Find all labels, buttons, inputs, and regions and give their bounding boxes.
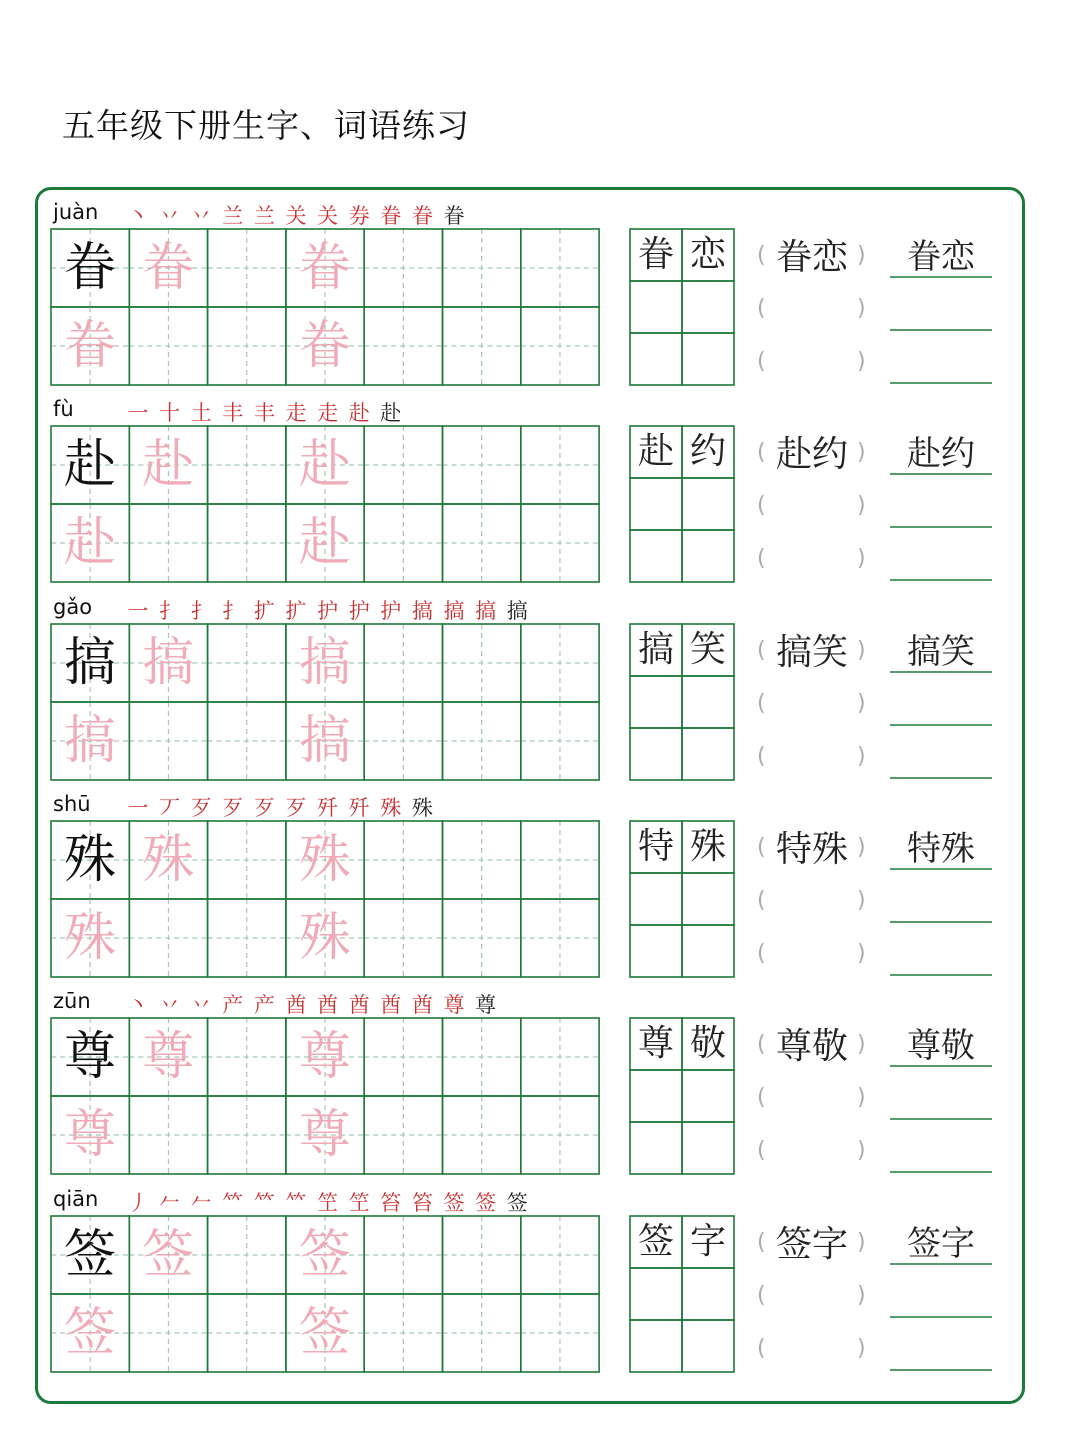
word-cell — [630, 1070, 682, 1122]
right-paren: ) — [857, 349, 866, 374]
stroke-step: 签 — [475, 1191, 497, 1215]
word-cell — [630, 281, 682, 333]
right-paren: ) — [857, 1230, 866, 1255]
left-paren: ( — [757, 1283, 766, 1308]
word-cell — [682, 1320, 734, 1372]
word-cell — [682, 333, 734, 385]
word-cell — [630, 1122, 682, 1174]
stroke-step: 扩 — [253, 599, 275, 623]
stroke-step: 关 — [285, 204, 307, 228]
word-cell — [682, 676, 734, 728]
left-paren: ( — [757, 691, 766, 716]
grid-cell — [364, 229, 442, 307]
grid-cell — [364, 504, 442, 582]
word-cell — [682, 478, 734, 530]
grid-cell — [521, 702, 599, 780]
left-paren: ( — [757, 1138, 766, 1163]
word-box-char: 殊 — [689, 826, 726, 867]
stroke-step: 眷 — [380, 204, 402, 228]
stroke-step: 土 — [190, 401, 212, 425]
trace-char: 尊 — [142, 1027, 195, 1087]
lined-word: 眷恋 — [907, 237, 975, 277]
grid-cell — [521, 229, 599, 307]
stroke-step: 兰 — [253, 204, 275, 228]
left-paren: ( — [757, 243, 766, 268]
stroke-step: 𥫗 — [222, 1191, 244, 1215]
grid-cell — [443, 702, 521, 780]
word-cell — [630, 530, 682, 582]
paren-word: 搞笑 — [775, 632, 848, 673]
right-paren: ) — [857, 243, 866, 268]
word-cell — [630, 728, 682, 780]
trace-char: 搞 — [298, 633, 351, 693]
grid-cell — [129, 307, 207, 385]
word-box-char: 眷 — [637, 234, 674, 275]
grid-cell — [443, 899, 521, 977]
stroke-step: 丆 — [159, 796, 181, 820]
left-paren: ( — [757, 349, 766, 374]
stroke-step: 酋 — [348, 993, 370, 1017]
trace-char: 尊 — [63, 1105, 116, 1165]
stroke-step: 笞 — [380, 1191, 402, 1215]
right-paren: ) — [857, 1283, 866, 1308]
grid-cell — [129, 702, 207, 780]
grid-cell — [521, 899, 599, 977]
word-cell — [630, 1268, 682, 1320]
grid-cell — [364, 1096, 442, 1174]
pinyin-label: qiān — [53, 1187, 99, 1211]
grid-cell — [208, 624, 286, 702]
model-char: 殊 — [63, 830, 116, 890]
word-box-char: 特 — [637, 826, 674, 867]
paren-word: 赴约 — [775, 434, 848, 475]
lined-word: 签字 — [907, 1224, 975, 1264]
paren-word: 签字 — [775, 1224, 848, 1265]
trace-char: 赴 — [298, 513, 351, 573]
stroke-step: 丷 — [159, 993, 181, 1017]
model-char: 眷 — [63, 238, 116, 298]
stroke-step: 走 — [285, 401, 307, 425]
trace-char: 搞 — [142, 633, 195, 693]
model-char: 尊 — [63, 1027, 116, 1087]
grid-cell — [521, 307, 599, 385]
trace-char: 签 — [298, 1225, 351, 1285]
char-section — [0, 785, 1080, 982]
grid-cell — [129, 899, 207, 977]
stroke-step: 一 — [127, 401, 149, 425]
stroke-step: 眷 — [411, 204, 433, 228]
grid-cell — [208, 821, 286, 899]
word-cell — [682, 728, 734, 780]
grid-cell — [443, 821, 521, 899]
stroke-step: 券 — [348, 204, 370, 228]
left-paren: ( — [757, 888, 766, 913]
grid-cell — [521, 1018, 599, 1096]
grid-cell — [521, 1294, 599, 1372]
stroke-step: 搞 — [411, 599, 433, 623]
left-paren: ( — [757, 1085, 766, 1110]
grid-cell — [129, 1096, 207, 1174]
grid-cell — [208, 504, 286, 582]
stroke-step: 笞 — [411, 1191, 433, 1215]
stroke-step: 扌 — [190, 599, 212, 623]
char-section — [0, 982, 1080, 1179]
grid-cell — [521, 821, 599, 899]
word-box-char: 约 — [689, 431, 726, 472]
trace-char: 搞 — [63, 711, 116, 771]
grid-cell — [443, 504, 521, 582]
word-box-char: 搞 — [637, 629, 674, 670]
stroke-step: 酋 — [380, 993, 402, 1017]
word-cell — [630, 925, 682, 977]
stroke-step: 护 — [348, 599, 370, 623]
stroke-step: 护 — [380, 599, 402, 623]
grid-cell — [129, 504, 207, 582]
stroke-step: 丷 — [159, 204, 181, 228]
grid-cell — [208, 229, 286, 307]
stroke-step: 歹 — [222, 796, 244, 820]
trace-char: 赴 — [63, 513, 116, 573]
right-paren: ) — [857, 941, 866, 966]
grid-cell — [521, 1096, 599, 1174]
right-paren: ) — [857, 691, 866, 716]
grid-cell — [364, 899, 442, 977]
left-paren: ( — [757, 296, 766, 321]
trace-char: 殊 — [142, 830, 195, 890]
lined-word: 赴约 — [907, 434, 975, 474]
grid-cell — [364, 307, 442, 385]
grid-cell — [521, 426, 599, 504]
char-section — [0, 390, 1080, 587]
word-cell — [682, 873, 734, 925]
trace-char: 赴 — [142, 435, 195, 495]
right-paren: ) — [857, 296, 866, 321]
grid-cell — [208, 307, 286, 385]
trace-char: 眷 — [142, 238, 195, 298]
grid-cell — [443, 1018, 521, 1096]
word-cell — [682, 1268, 734, 1320]
word-box-char: 敬 — [689, 1023, 726, 1064]
grid-cell — [443, 624, 521, 702]
grid-cell — [364, 624, 442, 702]
trace-char: 赴 — [298, 435, 351, 495]
trace-char: 尊 — [298, 1105, 351, 1165]
left-paren: ( — [757, 493, 766, 518]
stroke-step: 歹 — [190, 796, 212, 820]
model-char: 签 — [63, 1225, 116, 1285]
stroke-step: 丰 — [253, 401, 275, 425]
trace-char: 搞 — [298, 711, 351, 771]
stroke-step: 𥫗 — [285, 1191, 307, 1215]
stroke-step: 𠂉 — [159, 1191, 181, 1215]
stroke-step: 一 — [127, 796, 149, 820]
trace-char: 签 — [142, 1225, 195, 1285]
grid-cell — [129, 1294, 207, 1372]
lined-word: 尊敬 — [907, 1026, 975, 1066]
model-char: 赴 — [63, 435, 116, 495]
grid-cell — [443, 307, 521, 385]
grid-cell — [443, 426, 521, 504]
char-section — [0, 193, 1080, 390]
grid-cell — [521, 504, 599, 582]
grid-cell — [443, 1096, 521, 1174]
paren-word: 眷恋 — [775, 237, 848, 278]
word-cell — [630, 333, 682, 385]
trace-char: 眷 — [63, 316, 116, 376]
trace-char: 尊 — [298, 1027, 351, 1087]
word-cell — [682, 1122, 734, 1174]
word-box-char: 恋 — [689, 234, 726, 275]
word-box-char: 笑 — [689, 629, 726, 670]
right-paren: ) — [857, 440, 866, 465]
word-box-char: 字 — [689, 1221, 726, 1262]
word-box-char: 签 — [637, 1221, 674, 1262]
stroke-step: 关 — [317, 204, 339, 228]
pinyin-label: juàn — [53, 200, 99, 224]
stroke-step: 赴 — [348, 401, 370, 425]
stroke-step: 殊 — [380, 796, 402, 820]
left-paren: ( — [757, 546, 766, 571]
stroke-step: 笁 — [317, 1191, 339, 1215]
stroke-step: 尊 — [475, 993, 497, 1017]
trace-char: 殊 — [298, 830, 351, 890]
grid-cell — [364, 1018, 442, 1096]
stroke-step: 产 — [222, 993, 244, 1017]
right-paren: ) — [857, 1336, 866, 1361]
stroke-step: 丷 — [190, 993, 212, 1017]
char-section — [0, 588, 1080, 785]
stroke-step: 尊 — [443, 993, 465, 1017]
left-paren: ( — [757, 638, 766, 663]
left-paren: ( — [757, 440, 766, 465]
stroke-step: 酋 — [285, 993, 307, 1017]
grid-cell — [208, 1096, 286, 1174]
left-paren: ( — [757, 941, 766, 966]
right-paren: ) — [857, 1032, 866, 1057]
lined-word: 搞笑 — [907, 632, 975, 672]
stroke-step: 笁 — [348, 1191, 370, 1215]
pinyin-label: zūn — [53, 989, 91, 1013]
pinyin-label: shū — [53, 792, 91, 816]
left-paren: ( — [757, 1336, 766, 1361]
word-cell — [682, 281, 734, 333]
grid-cell — [364, 1216, 442, 1294]
pinyin-label: fù — [53, 397, 74, 421]
grid-cell — [364, 426, 442, 504]
left-paren: ( — [757, 835, 766, 860]
word-box-char: 尊 — [637, 1023, 674, 1064]
grid-cell — [208, 702, 286, 780]
page-title: 五年级下册生字、词语练习 — [62, 106, 470, 145]
stroke-step: 𥫗 — [253, 1191, 275, 1215]
left-paren: ( — [757, 744, 766, 769]
word-cell — [682, 1070, 734, 1122]
stroke-step: 眷 — [443, 204, 465, 228]
stroke-step: 产 — [253, 993, 275, 1017]
model-char: 搞 — [63, 633, 116, 693]
paren-word: 尊敬 — [775, 1026, 848, 1067]
grid-cell — [208, 1018, 286, 1096]
right-paren: ) — [857, 835, 866, 860]
stroke-step: 兰 — [222, 204, 244, 228]
grid-cell — [208, 426, 286, 504]
lined-word: 特殊 — [907, 829, 975, 869]
right-paren: ) — [857, 493, 866, 518]
stroke-step: 扌 — [222, 599, 244, 623]
trace-char: 眷 — [298, 238, 351, 298]
word-cell — [682, 925, 734, 977]
stroke-step: 酋 — [411, 993, 433, 1017]
left-paren: ( — [757, 1230, 766, 1255]
right-paren: ) — [857, 744, 866, 769]
trace-char: 眷 — [298, 316, 351, 376]
paren-word: 特殊 — [775, 829, 848, 870]
stroke-step: 扩 — [285, 599, 307, 623]
right-paren: ) — [857, 1138, 866, 1163]
grid-cell — [443, 1216, 521, 1294]
stroke-step: 歹 — [285, 796, 307, 820]
trace-char: 殊 — [298, 908, 351, 968]
trace-char: 殊 — [63, 908, 116, 968]
stroke-step: 搞 — [506, 599, 528, 623]
stroke-step: 搞 — [475, 599, 497, 623]
pinyin-label: gǎo — [53, 595, 93, 619]
grid-cell — [521, 1216, 599, 1294]
trace-char: 签 — [298, 1303, 351, 1363]
stroke-step: 签 — [506, 1191, 528, 1215]
word-cell — [630, 1320, 682, 1372]
stroke-step: 歼 — [317, 796, 339, 820]
stroke-step: 走 — [317, 401, 339, 425]
trace-char: 签 — [63, 1303, 116, 1363]
grid-cell — [443, 229, 521, 307]
stroke-step: 护 — [317, 599, 339, 623]
grid-cell — [364, 821, 442, 899]
word-cell — [630, 478, 682, 530]
left-paren: ( — [757, 1032, 766, 1057]
right-paren: ) — [857, 638, 866, 663]
stroke-step: 一 — [127, 599, 149, 623]
stroke-step: 十 — [159, 401, 181, 425]
right-paren: ) — [857, 546, 866, 571]
stroke-step: 歹 — [253, 796, 275, 820]
stroke-step: 搞 — [443, 599, 465, 623]
right-paren: ) — [857, 1085, 866, 1110]
stroke-step: 殊 — [411, 796, 433, 820]
stroke-step: 签 — [443, 1191, 465, 1215]
grid-cell — [208, 1216, 286, 1294]
stroke-step: 丷 — [190, 204, 212, 228]
char-section — [0, 1180, 1080, 1377]
stroke-step: 扌 — [159, 599, 181, 623]
stroke-step: 丰 — [222, 401, 244, 425]
grid-cell — [208, 1294, 286, 1372]
word-cell — [630, 676, 682, 728]
right-paren: ) — [857, 888, 866, 913]
stroke-step: 歼 — [348, 796, 370, 820]
word-cell — [682, 530, 734, 582]
stroke-step: 𠂉 — [190, 1191, 212, 1215]
grid-cell — [208, 899, 286, 977]
grid-cell — [443, 1294, 521, 1372]
word-cell — [630, 873, 682, 925]
grid-cell — [364, 702, 442, 780]
stroke-step: 丶 — [127, 993, 149, 1017]
grid-cell — [364, 1294, 442, 1372]
stroke-step: 丶 — [127, 204, 149, 228]
stroke-step: 酋 — [317, 993, 339, 1017]
stroke-step: 赴 — [380, 401, 402, 425]
grid-cell — [521, 624, 599, 702]
stroke-step: 丿 — [127, 1191, 149, 1215]
word-box-char: 赴 — [637, 431, 674, 472]
